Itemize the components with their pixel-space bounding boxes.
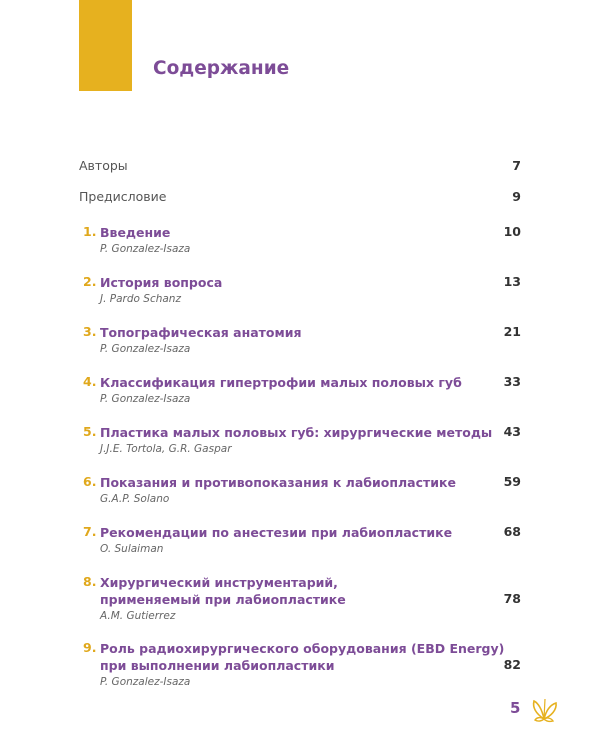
chapter-author: J.J.E. Tortola, G.R. Gaspar	[100, 443, 232, 455]
chapter-title	[100, 640, 504, 674]
page-title: Содержание	[153, 58, 290, 79]
chapter-title-line: Показания и противопоказания к лабиопластике	[100, 475, 456, 490]
toc-entry-authors[interactable]	[79, 158, 521, 173]
chapter-index: 9.	[83, 640, 97, 655]
toc-entry-label: Предисловие	[79, 189, 167, 204]
chapter-index: 3.	[83, 324, 97, 339]
chapter-author: J. Pardo Schanz	[100, 293, 181, 305]
chapter-author: G.A.P. Solano	[100, 493, 170, 505]
gold-header-bar	[79, 0, 132, 91]
chapter-index: 2.	[83, 274, 97, 289]
chapter-title-line: Рекомендации по анестезии при лабиопластике	[100, 525, 453, 540]
toc-entry-label: Авторы	[79, 158, 128, 173]
butterfly-logo-icon	[528, 693, 560, 725]
chapter-page-number: 43	[503, 424, 521, 439]
chapter-author: A.M. Gutierrez	[100, 610, 176, 622]
chapter-index: 5.	[83, 424, 97, 439]
chapter-title	[100, 224, 170, 241]
chapter-author: P. Gonzalez-Isaza	[100, 676, 191, 688]
chapter-title-line: Роль радиохирургического оборудования (EBD Energy)	[100, 641, 505, 656]
toc-entry-preface[interactable]	[79, 189, 521, 204]
chapter-page-number: 68	[503, 524, 521, 539]
chapter-title-line: Топографическая анатомия	[100, 325, 302, 340]
chapter-title	[100, 274, 222, 291]
chapter-title	[100, 324, 302, 341]
chapter-title-line: Классификация гипертрофии малых половых губ	[100, 375, 462, 390]
chapter-author: P. Gonzalez-Isaza	[100, 243, 191, 255]
chapter-title	[100, 524, 452, 541]
chapter-page-number: 33	[503, 374, 521, 389]
toc-entry-page: 7	[512, 158, 521, 173]
chapter-title	[100, 574, 346, 608]
chapter-title-line: при выполнении лабиопластики	[100, 658, 335, 673]
chapter-title-line: Пластика малых половых губ: хирургические методы	[100, 425, 493, 440]
chapter-author: P. Gonzalez-Isaza	[100, 393, 191, 405]
chapter-title-line: применяемый при лабиопластике	[100, 592, 346, 607]
chapter-title-line: Хирургический инструментарий,	[100, 575, 338, 590]
chapter-title-line: Введение	[100, 225, 171, 240]
chapter-title-line: История вопроса	[100, 275, 223, 290]
chapter-index: 1.	[83, 224, 97, 239]
chapter-index: 7.	[83, 524, 97, 539]
chapter-page-number: 10	[503, 224, 521, 239]
chapter-page-number: 21	[503, 324, 521, 339]
chapter-title	[100, 424, 492, 441]
chapter-title	[100, 374, 462, 391]
chapter-index: 6.	[83, 474, 97, 489]
chapter-author: P. Gonzalez-Isaza	[100, 343, 191, 355]
toc-entry-page: 9	[512, 189, 521, 204]
chapter-index: 4.	[83, 374, 97, 389]
chapter-title	[100, 474, 456, 491]
chapter-page-number: 13	[503, 274, 521, 289]
page-number: 5	[510, 699, 521, 717]
chapter-index: 8.	[83, 574, 97, 589]
chapter-author: O. Sulaiman	[100, 543, 164, 555]
chapter-page-number: 82	[503, 657, 521, 672]
chapter-page-number: 59	[503, 474, 521, 489]
chapter-page-number: 78	[503, 591, 521, 606]
